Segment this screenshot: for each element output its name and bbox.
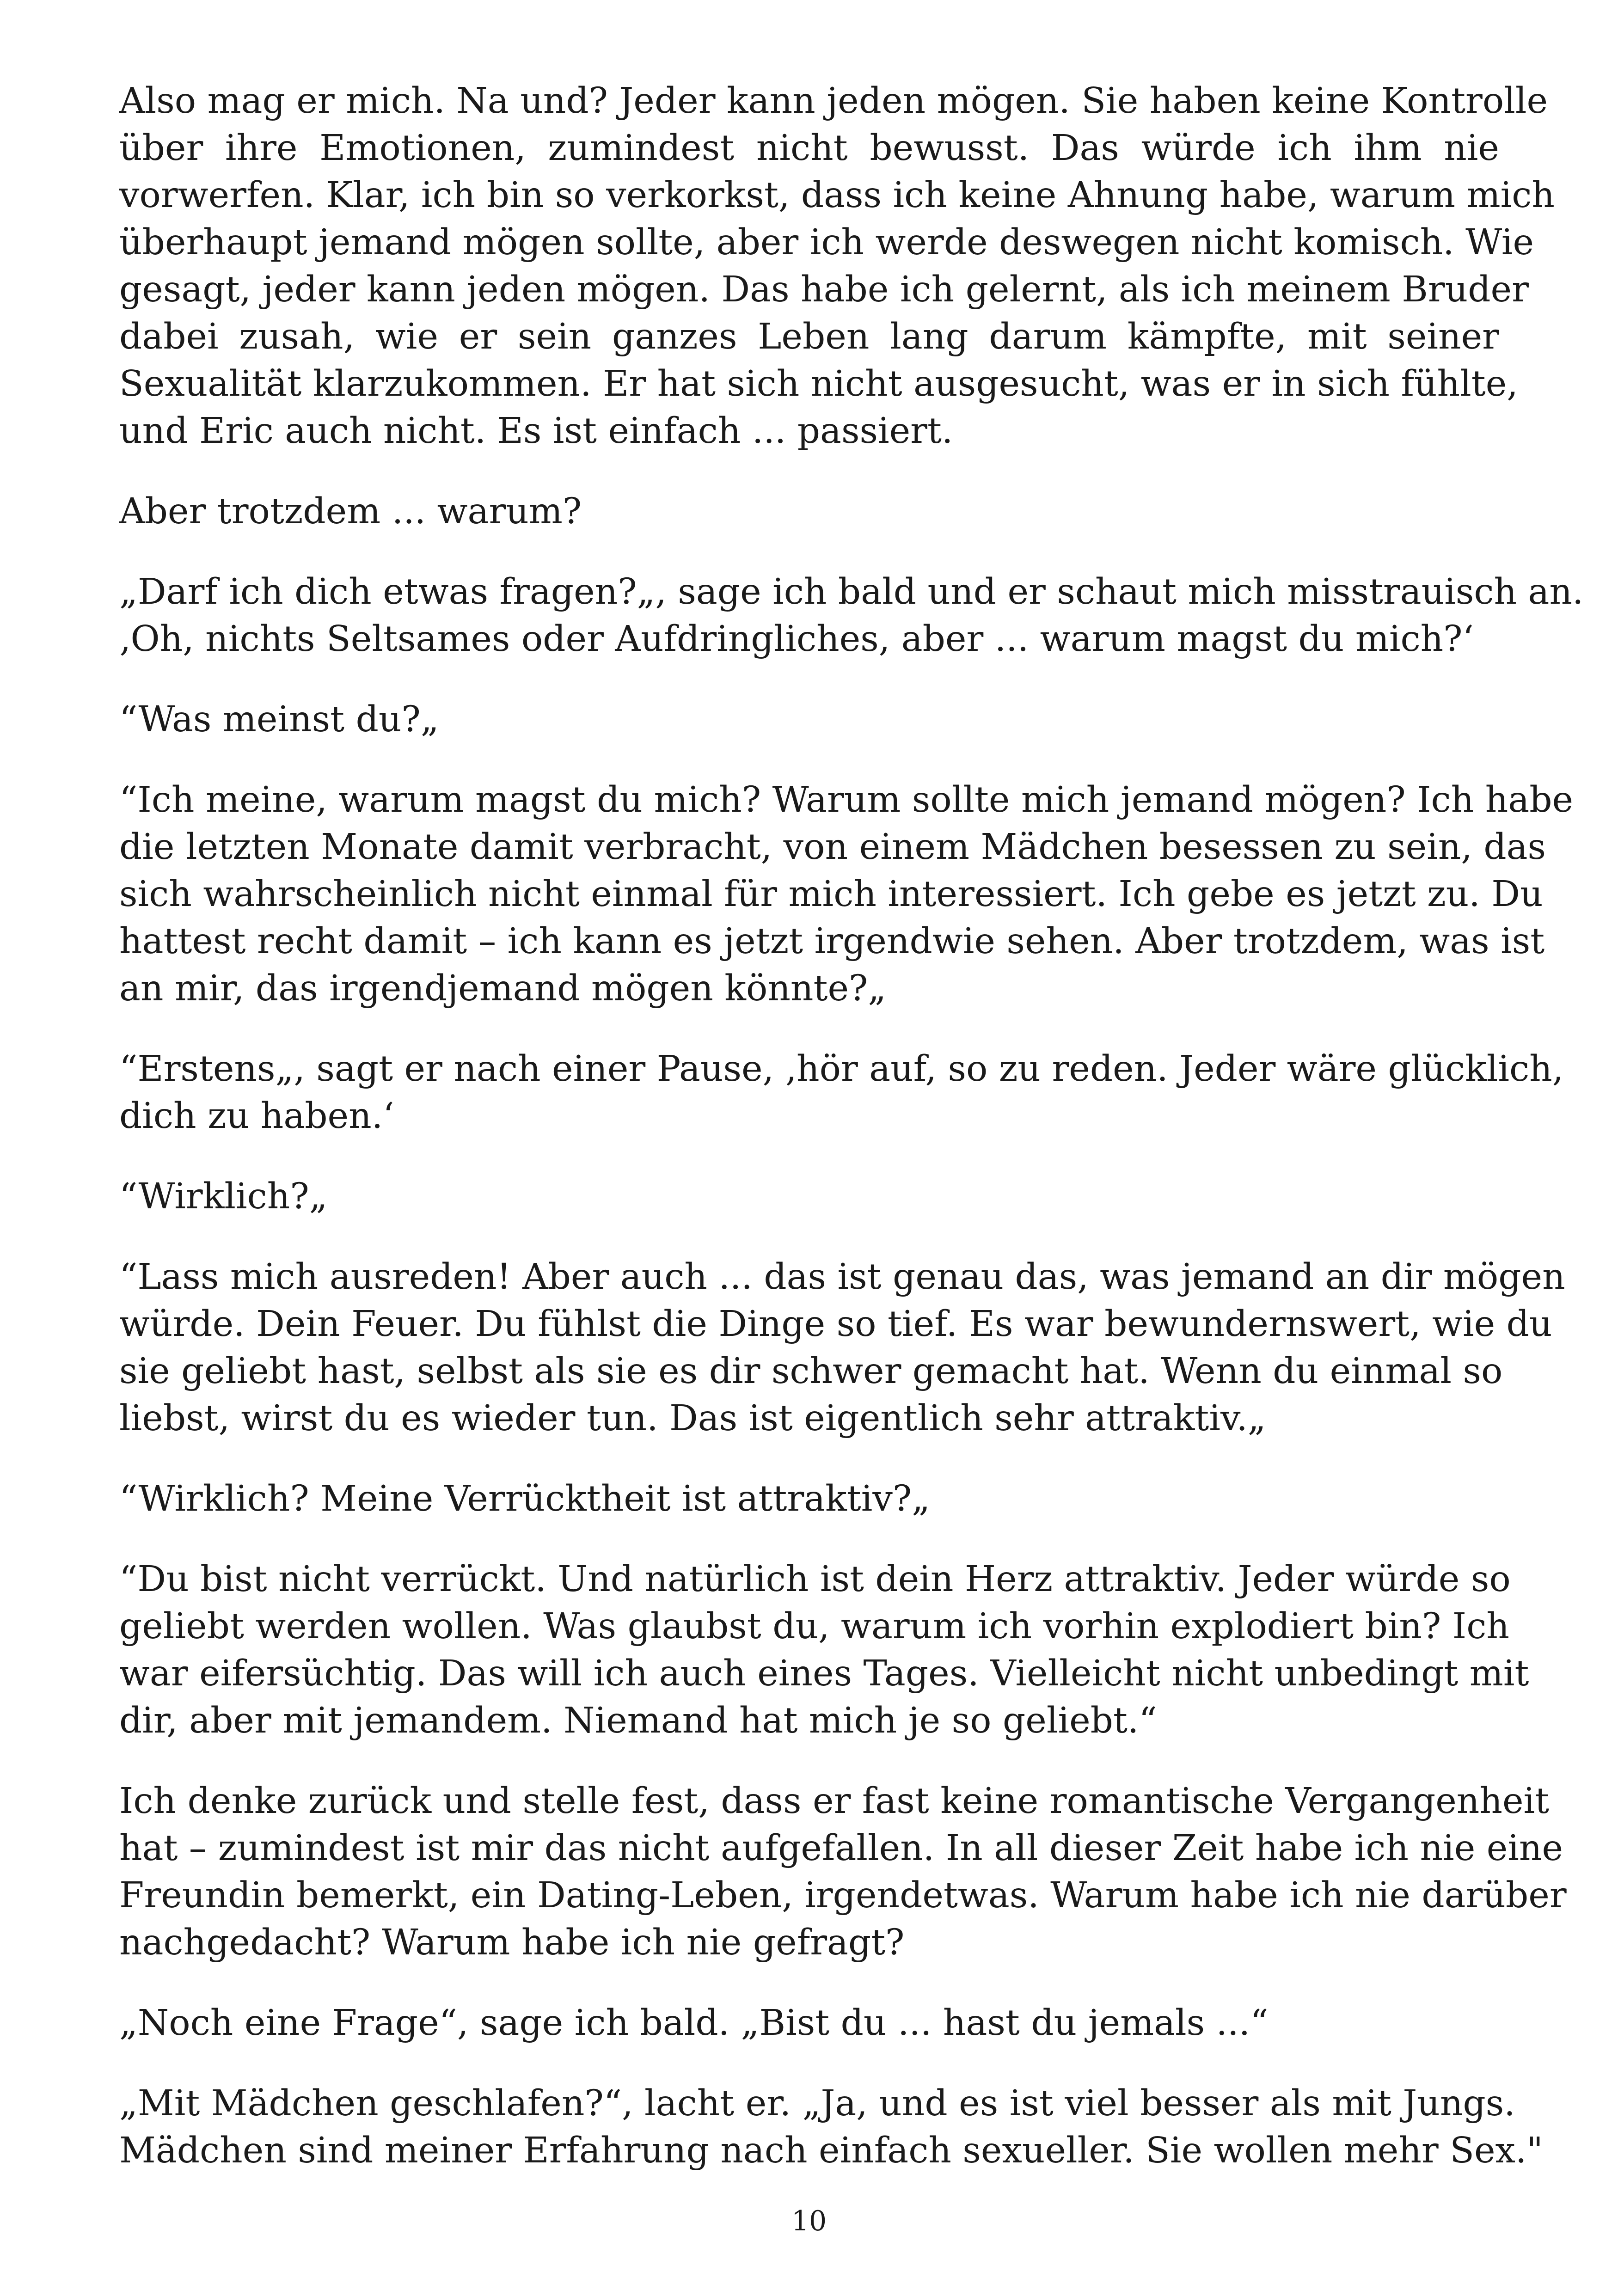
text-line: “Lass mich ausreden! Aber auch ... das ist genau das, was jemand an dir mögen	[119, 1256, 1565, 1298]
text-line: Ich denke zurück und stelle fest, dass er fast keine romantische Vergangenheit	[119, 1781, 1550, 1822]
text-line: hattest recht damit – ich kann es jetzt irgendwie sehen. Aber trotzdem, was ist	[119, 921, 1545, 962]
text-line: geliebt werden wollen. Was glaubst du, warum ich vorhin explodiert bin? Ich	[119, 1606, 1509, 1647]
paragraph	[119, 696, 1499, 743]
paragraph	[119, 1254, 1565, 1442]
text-line: die letzten Monate damit verbracht, von einem Mädchen besessen zu sein, das	[119, 827, 1546, 868]
text-line: und Eric auch nicht. Es ist einfach ... passiert.	[119, 410, 953, 452]
text-line: “Erstens„, sagt er nach einer Pause, ‚hör auf, so zu reden. Jeder wäre glücklich,	[119, 1048, 1564, 1090]
text-line: war eifersüchtig. Das will ich auch eines Tages. Vielleicht nicht unbedingt mit	[119, 1653, 1529, 1694]
text-line: hat – zumindest ist mir das nicht aufgefallen. In all dieser Zeit habe ich nie eine	[119, 1828, 1563, 1869]
text-line: an mir, das irgendjemand mögen könnte?„	[119, 968, 887, 1009]
text-line: überhaupt jemand mögen sollte, aber ich werde deswegen nicht komisch. Wie	[119, 222, 1534, 263]
text-line: gesagt, jeder kann jeden mögen. Das habe ich gelernt, als ich meinem Bruder	[119, 269, 1529, 310]
text-line: ‚Oh, nichts Seltsames oder Aufdringliches, aber ... warum magst du mich?‘	[119, 618, 1474, 660]
paragraph	[119, 777, 1574, 1012]
text-line: “Was meinst du?„	[119, 699, 439, 740]
text-line: “Wirklich? Meine Verrücktheit ist attraktiv?„	[119, 1478, 931, 1519]
book-page-text	[119, 78, 1584, 2208]
text-line: “Du bist nicht verrückt. Und natürlich ist dein Herz attraktiv. Jeder würde so	[119, 1559, 1511, 1600]
paragraph	[119, 1173, 1499, 1220]
text-line: dabei zusah, wie er sein ganzes Leben lang darum kämpfte, mit seiner	[119, 316, 1499, 357]
text-line: Sexualität klarzukommen. Er hat sich nicht ausgesucht, was er in sich fühlte,	[119, 363, 1518, 404]
text-line: „Darf ich dich etwas fragen?„, sage ich bald und er schaut mich misstrauisch an.	[119, 571, 1584, 612]
paragraph	[119, 2000, 1499, 2047]
text-line: Mädchen sind meiner Erfahrung nach einfach sexueller. Sie wollen mehr Sex."	[119, 2130, 1543, 2171]
text-line: „Mit Mädchen geschlafen?“, lacht er. „Ja, und es ist viel besser als mit Jungs.	[119, 2083, 1515, 2124]
text-line: liebst, wirst du es wieder tun. Das ist eigentlich sehr attraktiv.„	[119, 1398, 1266, 1439]
text-line: nachgedacht? Warum habe ich nie gefragt?	[119, 1922, 905, 1963]
text-line: würde. Dein Feuer. Du fühlst die Dinge so tief. Es war bewundernswert, wie du	[119, 1304, 1552, 1345]
paragraph	[119, 488, 1499, 535]
page-number: 10	[791, 2205, 827, 2237]
text-line: “Wirklich?„	[119, 1176, 328, 1217]
paragraph	[119, 1778, 1567, 1966]
text-line: vorwerfen. Klar, ich bin so verkorkst, dass ich keine Ahnung habe, warum mich	[119, 175, 1555, 216]
text-line: sich wahrscheinlich nicht einmal für mich interessiert. Ich gebe es jetzt zu. Du	[119, 874, 1543, 915]
text-line: über ihre Emotionen, zumindest nicht bewusst. Das würde ich ihm nie	[119, 128, 1499, 169]
paragraph	[119, 1476, 1499, 1523]
paragraph	[119, 2080, 1543, 2174]
paragraph	[119, 1046, 1564, 1140]
text-line: sie geliebt hast, selbst als sie es dir schwer gemacht hat. Wenn du einmal so	[119, 1351, 1503, 1392]
text-line: Freundin bemerkt, ein Dating-Leben, irgendetwas. Warum habe ich nie darüber	[119, 1875, 1567, 1916]
text-line: „Noch eine Frage“, sage ich bald. „Bist du ... hast du jemals ...“	[119, 2002, 1269, 2044]
paragraph	[119, 569, 1584, 663]
text-line: “Ich meine, warum magst du mich? Warum sollte mich jemand mögen? Ich habe	[119, 779, 1574, 820]
text-line: Aber trotzdem ... warum?	[119, 491, 582, 532]
text-line: dir, aber mit jemandem. Niemand hat mich je so geliebt.“	[119, 1700, 1157, 1741]
paragraph	[119, 1556, 1529, 1745]
paragraph	[119, 78, 1555, 455]
text-line: Also mag er mich. Na und? Jeder kann jeden mögen. Sie haben keine Kontrolle	[119, 80, 1548, 122]
text-line: dich zu haben.‘	[119, 1096, 394, 1137]
